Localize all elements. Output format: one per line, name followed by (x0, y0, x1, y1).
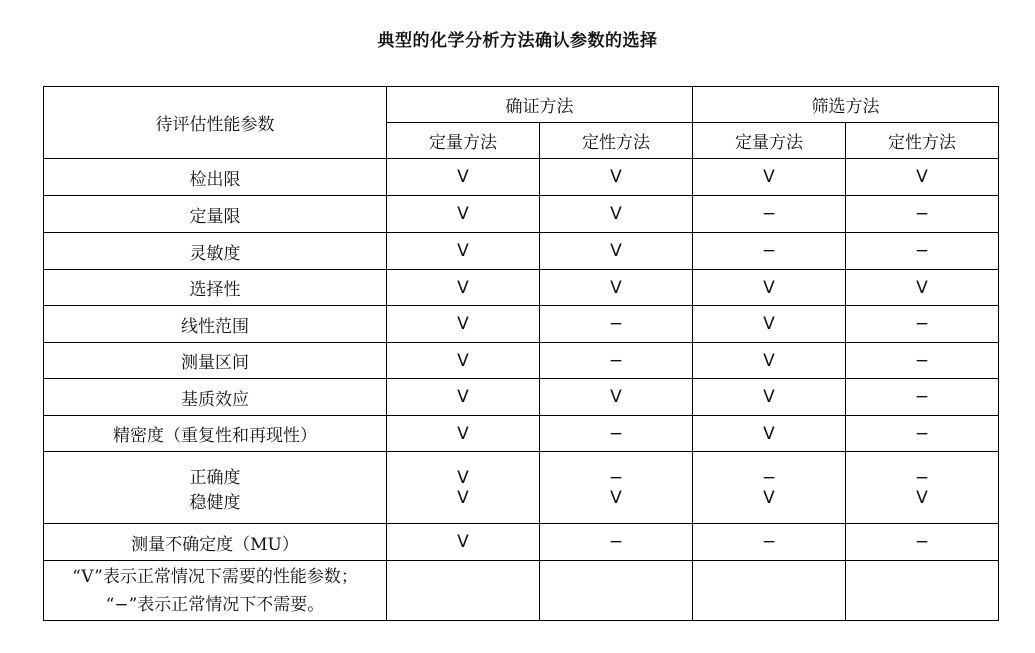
row-mark: V (846, 159, 999, 196)
row-parameter: 正确度 (189, 467, 241, 488)
row-parameter: 测量区间 (44, 343, 387, 379)
row-mark: V (693, 306, 846, 343)
table-row-pair (44, 452, 999, 524)
note-required: “V”表示正常情况下需要的性能参数； (72, 566, 358, 587)
row-mark: − (846, 306, 999, 343)
row-mark: V (693, 159, 846, 196)
empty-cell (693, 561, 846, 621)
row-mark: V (693, 416, 846, 452)
row-mark: V (387, 159, 540, 196)
row-mark: V (540, 233, 693, 270)
table-row (44, 306, 999, 343)
row-mark: − (540, 524, 693, 561)
row-mark: V (387, 196, 540, 233)
row-mark: V (693, 379, 846, 416)
row-mark: − (608, 467, 624, 488)
row-parameter: 检出限 (44, 159, 387, 196)
header-screening-methods: 筛选方法 (693, 87, 999, 123)
table-title: 典型的化学分析方法确认参数的选择 (377, 31, 658, 51)
row-mark: − (540, 343, 693, 379)
row-mark: V (387, 416, 540, 452)
row-mark-pair (540, 452, 693, 524)
subheader-qualitative: 定性方法 (846, 123, 999, 159)
row-mark: V (387, 306, 540, 343)
row-mark: V (457, 487, 469, 508)
row-parameter: 选择性 (44, 270, 387, 306)
row-mark: − (540, 416, 693, 452)
row-mark: − (846, 343, 999, 379)
header-parameter: 待评估性能参数 (44, 87, 387, 159)
table-row (44, 379, 999, 416)
row-mark: − (693, 524, 846, 561)
subheader-qualitative: 定性方法 (540, 123, 693, 159)
notes-cell (44, 561, 387, 621)
row-mark: − (761, 467, 777, 488)
table-row (44, 196, 999, 233)
row-parameter: 精密度（重复性和再现性） (44, 416, 387, 452)
row-mark: V (846, 270, 999, 306)
table-row (44, 233, 999, 270)
row-mark: − (846, 416, 999, 452)
row-mark: V (540, 196, 693, 233)
row-mark: V (457, 467, 469, 488)
table-row (44, 416, 999, 452)
empty-cell (540, 561, 693, 621)
row-parameter-pair (44, 452, 387, 524)
row-mark: − (846, 233, 999, 270)
row-mark: V (540, 379, 693, 416)
notes-row (44, 561, 999, 621)
row-parameter: 测量不确定度（MU） (44, 524, 387, 561)
row-mark: V (540, 159, 693, 196)
table-row (44, 524, 999, 561)
table-row (44, 270, 999, 306)
row-parameter: 灵敏度 (44, 233, 387, 270)
row-mark-pair (387, 452, 540, 524)
row-mark: − (540, 306, 693, 343)
row-mark: − (846, 524, 999, 561)
row-parameter: 定量限 (44, 196, 387, 233)
table-row (44, 159, 999, 196)
row-mark: V (763, 487, 775, 508)
empty-cell (846, 561, 999, 621)
row-parameter: 稳健度 (189, 492, 241, 513)
row-mark-pair (693, 452, 846, 524)
header-confirmatory-methods: 确证方法 (387, 87, 693, 123)
row-mark: − (693, 196, 846, 233)
row-mark: V (387, 233, 540, 270)
row-mark: V (916, 487, 928, 508)
row-mark: − (693, 233, 846, 270)
row-mark: V (610, 487, 622, 508)
row-parameter: 基质效应 (44, 379, 387, 416)
row-parameter: 线性范围 (44, 306, 387, 343)
subheader-quantitative: 定量方法 (387, 123, 540, 159)
validation-parameters-table (43, 86, 999, 621)
row-mark: V (387, 379, 540, 416)
subheader-quantitative: 定量方法 (693, 123, 846, 159)
row-mark: V (693, 343, 846, 379)
row-mark: V (540, 270, 693, 306)
empty-cell (387, 561, 540, 621)
row-mark: V (387, 524, 540, 561)
row-mark: − (846, 196, 999, 233)
note-not-required: “−”表示正常情况下不需要。 (105, 594, 325, 615)
row-mark-pair (846, 452, 999, 524)
row-mark: V (693, 270, 846, 306)
row-mark: − (914, 467, 930, 488)
row-mark: V (387, 343, 540, 379)
row-mark: − (846, 379, 999, 416)
table-row (44, 343, 999, 379)
row-mark: V (387, 270, 540, 306)
